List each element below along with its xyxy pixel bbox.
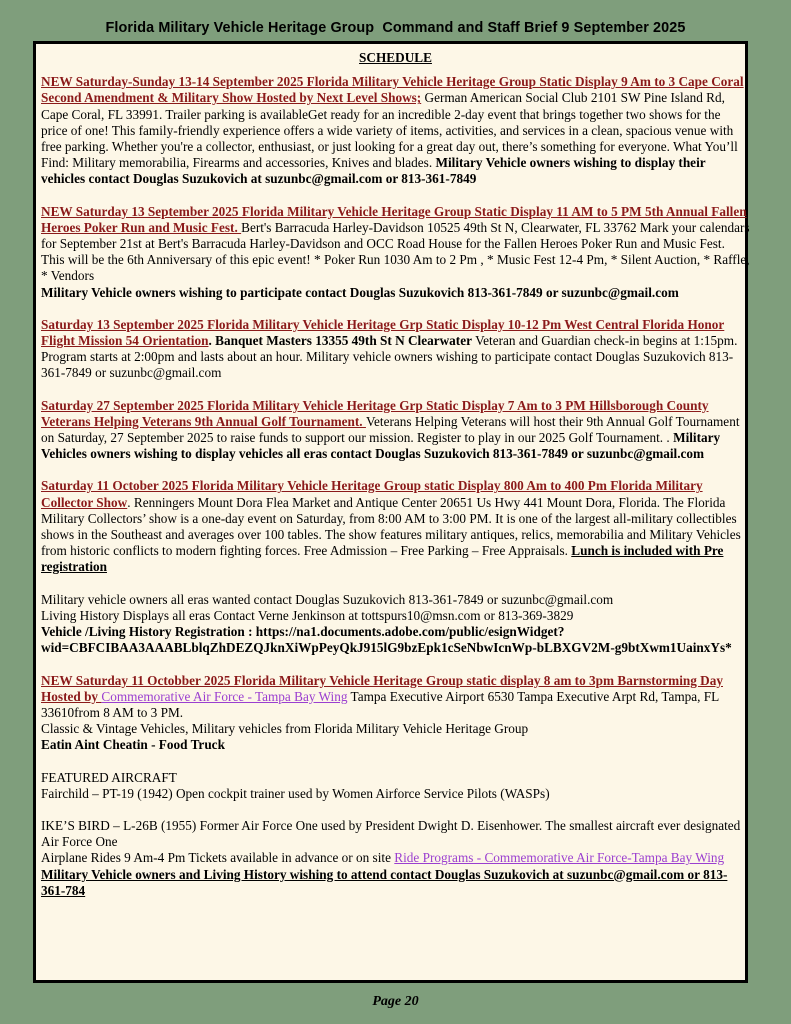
event-title: Saturday 11 October 2025 Florida Military Vehicle Heritage Group static Display 800 Am to 400 Pm Florida Military Collector Show <box>41 478 703 510</box>
event-contact: Military Vehicles owners wishing to display vehicles all eras contact Douglas Suzukovich 813-361-7849 or suzunbc@gmail.com <box>41 430 721 462</box>
event-contact: Military Vehicle owners wishing to display their vehicles contact Douglas Suzukovich at suzunbc@gmail.com or 813-361-7849 <box>41 155 706 187</box>
airplane-rides: Airplane Rides 9 Am-4 Pm Tickets available in advance or on site <box>41 850 395 866</box>
host-link[interactable]: Commemorative Air Force - Tampa Bay Wing <box>101 688 348 704</box>
event-contact: Military Vehicle owners and Living History wishing to attend contact Douglas Suzukovich at suzunbc@gmail.com or 813-361-784 <box>41 866 728 898</box>
schedule-title: SCHEDULE <box>359 50 432 65</box>
event-entry-collector-show <box>41 478 750 575</box>
event-title: NEW Saturday 11 Octobber 2025 Florida Military Vehicle Heritage Group static display 8 am to 3pm Barnstorming Day Hosted by <box>41 672 723 704</box>
classic-vehicles-note: Classic & Vintage Vehicles, Military vehicles from Florida Military Vehicle Heritage Group <box>41 721 529 737</box>
event-body: Veteran and Guardian check-in begins at 1:15pm. Program starts at 2:00pm and lasts about an hour. Military vehicle owners wishing to participate contact Douglas Suzukovich 813-361-7849 or suzunbc@gmail.com <box>41 333 738 381</box>
registration-link[interactable]: Vehicle /Living History Registration : https://na1.documents.adobe.com/public/esignWidget?wid=CBFCIBAA3AAABLblqZhDEZQJknXiWpPeyQkJ915lG9bzEpk1cSeNbwIcnWp-bLBXGV2M-g9btXwm1UainxYs* <box>41 624 732 656</box>
event-title: Saturday 13 September 2025 Florida Military Vehicle Heritage Grp Static Display 10-12 Pm West Central Florida Honor Flight Mission 54 Orientation <box>41 316 725 349</box>
food-truck-note: Eatin Aint Cheatin - Food Truck <box>41 737 225 753</box>
event-entry-collector-show-contacts <box>41 592 750 657</box>
featured-aircraft-section <box>41 770 750 802</box>
event-body: German American Social Club 2101 SW Pine Island Rd, Cape Coral, FL 33991. Trailer parking is availableGet ready for an incredible 2-day event that brings together two shows for the price of one! This family-friendly experience offers a wide variety of items, activities, and services in a clean, spacious venue with free parking. Whether you're a collector, enthusiast, or just looking for a great day out, there’s something for everyone. What You’ll Find: Military memorabilia, Firearms and accessories, Knives and blades. <box>41 90 738 171</box>
event-body: Tampa Executive Airport 6530 Tampa Executive Arpt Rd, Tampa, FL 33610from 8 AM to 3 PM. <box>41 688 719 720</box>
newsletter-header: Florida Military Vehicle Heritage Group Command and Staff Brief 9 September 2025 <box>105 20 686 36</box>
event-title: Saturday 27 September 2025 Florida Military Vehicle Heritage Grp Static Display 7 Am to 3 PM Hillsborough County Veterans Helping Veterans 9th Annual Golf Tournament. <box>41 397 709 429</box>
event-body: . Renningers Mount Dora Flea Market and Antique Center 20651 Us Hwy 441 Mount Dora, Florida. The Florida Military Collectors’ show is a one-day event on Saturday, from 8:00 AM to 3:00 PM. It is one of the largest all-military collectibles shows in the Southeast and averages over 100 tables. The show features military antiques, relics, memorabilia and Military Vehicles from historic conflicts to modern fighting forces. Free Admission – Free Parking – Free Appraisals. <box>41 494 741 559</box>
event-body: Bert's Barracuda Harley-Davidson 10525 49th St N, Clearwater, FL 33762 Mark your calendars for September 21st at Bert's Barracuda Harley-Davidson and OCC Road House for the Fallen Heroes Poker Run and Music Fest. This will be the 6th Anniversary of this epic event! * Poker Run 1030 Am to 2 Pm , * Music Fest 12-4 Pm, * Silent Auction, * Raffle, * Vendors <box>41 219 750 284</box>
event-entry-poker-run <box>41 204 750 301</box>
event-title: NEW Saturday 13 September 2025 Florida Military Vehicle Heritage Group Static Display 11 AM to 5 PM 5th Annual Fallen Heroes Poker Run and Music Fest. <box>41 203 747 235</box>
event-contact: Military Vehicle owners wishing to participate contact Douglas Suzukovich 813-361-7849 or suzunbc@gmail.com <box>41 284 679 300</box>
aircraft-ikes-bird: IKE’S BIRD – L-26B (1955) Former Air Force One used by President Dwight D. Eisenhower. The smallest aircraft ever designated Air Force One <box>41 817 741 850</box>
schedule-content <box>41 50 750 915</box>
event-body: Veterans Helping Veterans will host their 9th Annual Golf Tournament on Saturday, 27 September 2025 to raise funds to support our mission. Register to play in our 2025 Golf Tournament. . <box>41 413 740 446</box>
event-entry-golf-tournament <box>41 398 750 463</box>
ikes-bird-section <box>41 818 750 899</box>
owners-contact: Military vehicle owners all eras wanted contact Douglas Suzukovich 813-361-7849 or suzunbc@gmail.com <box>41 591 614 607</box>
ride-programs-link[interactable]: Ride Programs - Commemorative Air Force-Tampa Bay Wing <box>394 850 725 866</box>
event-entry-cape-coral <box>41 74 750 187</box>
page-number: Page 20 <box>372 994 419 1009</box>
event-venue: . Banquet Masters 13355 49th St N Clearwater <box>208 333 476 349</box>
event-entry-barnstorming-day <box>41 673 750 754</box>
aircraft-pt19: Fairchild – PT-19 (1942) Open cockpit trainer used by Women Airforce Service Pilots (WASPs) <box>41 785 550 801</box>
event-title: NEW Saturday-Sunday 13-14 September 2025 Florida Military Vehicle Heritage Group Static Display 9 Am to 3 Cape Coral Second Amendment & Military Show Hosted by Next Level Shows; <box>41 74 744 106</box>
lunch-note: Lunch is included with Pre registration <box>41 543 724 575</box>
living-history-contact: Living History Displays all eras Contact Verne Jenkinson at tottspurs10@msn.com or 813-369-3829 <box>41 607 574 623</box>
featured-aircraft-heading: FEATURED AIRCRAFT <box>41 769 177 785</box>
event-entry-honor-flight <box>41 317 750 382</box>
